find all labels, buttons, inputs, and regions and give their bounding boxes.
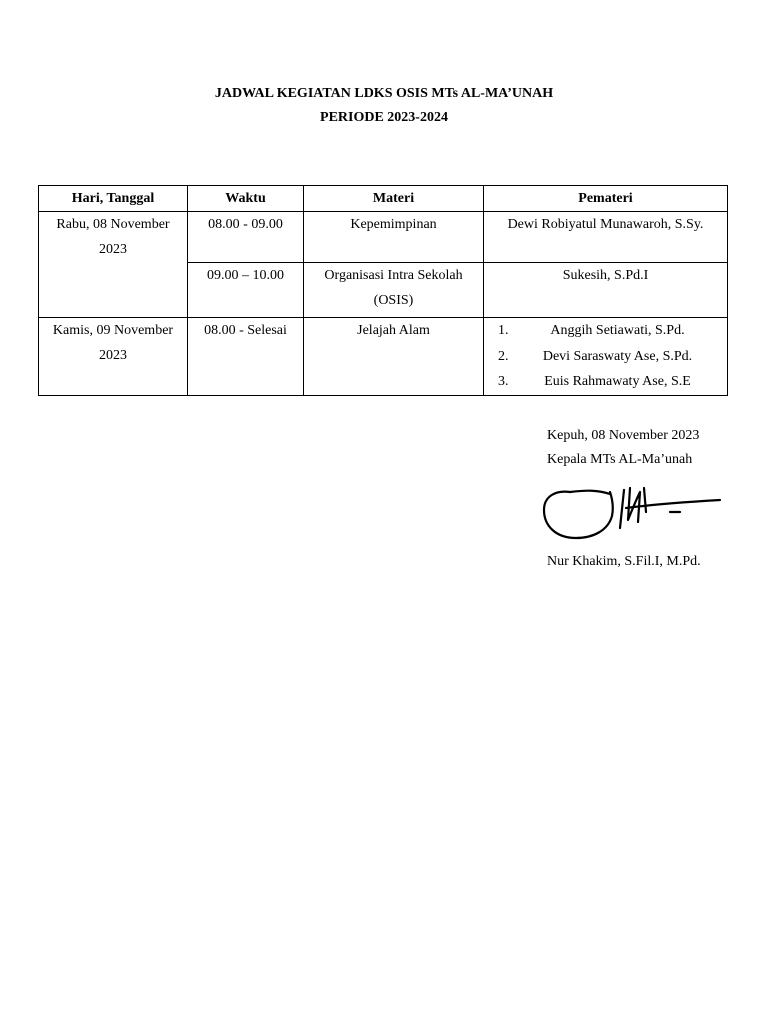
cell-time: 08.00 - 09.00 [188,212,304,263]
table-row [39,212,728,263]
cell-topic: Organisasi Intra Sekolah (OSIS) [304,263,484,318]
column-header-topic: Materi [304,186,484,212]
column-header-day: Hari, Tanggal [39,186,188,212]
cell-time: 09.00 – 10.00 [188,263,304,318]
schedule-table [38,185,728,396]
list-item: 1. Anggih Setiawati, S.Pd. [512,318,723,344]
speaker-list [488,318,723,395]
column-header-time: Waktu [188,186,304,212]
list-item: 2. Devi Saraswaty Ase, S.Pd. [512,344,723,370]
cell-speaker: Dewi Robiyatul Munawaroh, S.Sy. [484,212,728,263]
cell-speaker-list [484,318,728,396]
handwritten-signature [536,482,726,542]
cell-day: Kamis, 09 November 2023 [39,318,188,396]
cell-topic: Jelajah Alam [304,318,484,396]
document-period: PERIODE 2023-2024 [320,110,448,125]
table-header-row [39,186,728,212]
signature-position: Kepala MTs AL-Ma’unah [547,452,693,467]
cell-day: Rabu, 08 November 2023 [39,212,188,318]
cell-speaker: Sukesih, S.Pd.I [484,263,728,318]
signatory-name: Nur Khakim, S.Fil.I, M.Pd. [547,554,701,569]
column-header-speaker: Pemateri [484,186,728,212]
cell-time: 08.00 - Selesai [188,318,304,396]
list-item: 3. Euis Rahmawaty Ase, S.E [512,369,723,395]
table-row [39,318,728,396]
cell-topic: Kepemimpinan [304,212,484,263]
document-title: JADWAL KEGIATAN LDKS OSIS MTs AL-MA’UNAH [214,86,554,101]
signature-place-date: Kepuh, 08 November 2023 [547,428,700,443]
